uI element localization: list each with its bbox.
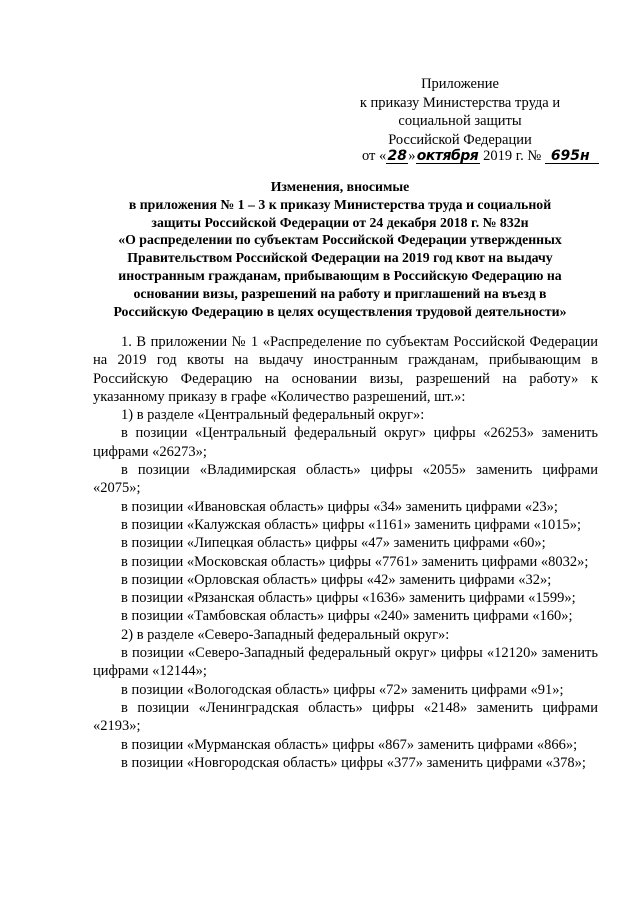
handwritten-day: 28 [387, 148, 408, 164]
document-body [93, 333, 598, 772]
body-paragraph: в позиции «Северо-Западный федеральный округ» цифры «12120» заменить цифрами «12144»; [93, 645, 598, 680]
title-line: Изменения, вносимые [270, 179, 410, 194]
body-paragraph: в позиции «Липецкая область» цифры «47» заменить цифрами «60»; [121, 535, 546, 552]
order-date-number [362, 148, 599, 165]
document-title [88, 178, 592, 320]
title-line: иностранным гражданам, прибывающим в Российскую Федерацию на [118, 267, 562, 283]
title-line: Российскую Федерацию в целях осуществления трудовой деятельности» [113, 303, 567, 319]
body-paragraph: в позиции «Рязанская область» цифры «1636» заменить цифрами «1599»; [121, 590, 576, 607]
appendix-line: Российской Федерации [388, 131, 532, 148]
body-paragraph: в позиции «Орловская область» цифры «42» заменить цифрами «32»; [121, 571, 552, 588]
body-paragraph: в позиции «Вологодская область» цифры «72» заменить цифрами «91»; [121, 681, 564, 698]
body-paragraph: в позиции «Владимирская область» цифры «2055» заменить цифрами «2075»; [93, 462, 598, 497]
body-paragraph: в позиции «Новгородская область» цифры «377» заменить цифрами «378»; [121, 754, 586, 771]
appendix-line: к приказу Министерства труда и [359, 94, 561, 111]
title-line: «О распределении по субъектам Российской Федерации утвержденных [118, 232, 562, 248]
body-paragraph: в позиции «Тамбовская область» цифры «240» заменить цифрами «160»; [121, 608, 573, 625]
handwritten-month: октября [416, 148, 479, 164]
body-paragraph: в позиции «Ивановская область» цифры «34» заменить цифрами «23»; [121, 498, 558, 515]
body-paragraph: в позиции «Московская область» цифры «7761» заменить цифрами «8032»; [121, 553, 589, 570]
date-prefix: от « [362, 148, 387, 164]
appendix-line: социальной защиты [398, 113, 522, 129]
body-paragraph: в позиции «Центральный федеральный округ» цифры «26253» заменить цифрами «26273»; [93, 425, 598, 460]
body-paragraph: в позиции «Мурманская область» цифры «867» заменить цифрами «866»; [121, 736, 578, 753]
title-line: Правительством Российской Федерации на 2019 год квот на выдачу [127, 250, 553, 266]
title-line: в приложения № 1 – 3 к приказу Министерства труда и социальной [128, 196, 552, 212]
body-paragraph: 1. В приложении № 1 «Распределение по субъектам Российской Федерации на 2019 год квоты на выдачу иностранным гражданам, прибывающим в Российскую Федерацию на основании визы, разрешений на работу» к указанному приказу в графе «Количество разрешений, шт.»: [93, 334, 598, 405]
title-line: защиты Российской Федерации от 24 декабря 2018 г. № 832н [151, 214, 529, 230]
year-text: 2019 г. № [483, 148, 542, 164]
title-line: основании визы, разрешений на работу и приглашений на въезд в [133, 285, 547, 301]
appendix-header [340, 75, 580, 149]
body-paragraph: в позиции «Калужская область» цифры «1161» заменить цифрами «1015»; [121, 516, 582, 533]
body-paragraph: в позиции «Ленинградская область» цифры «2148» заменить цифрами «2193»; [93, 699, 598, 735]
date-mid: » [408, 148, 416, 164]
appendix-line: Приложение [421, 76, 499, 92]
body-paragraph: 2) в разделе «Северо-Западный федеральный округ»: [121, 626, 450, 643]
body-paragraph: 1) в разделе «Центральный федеральный округ»: [121, 407, 425, 424]
handwritten-order-number: 695н [545, 149, 599, 164]
